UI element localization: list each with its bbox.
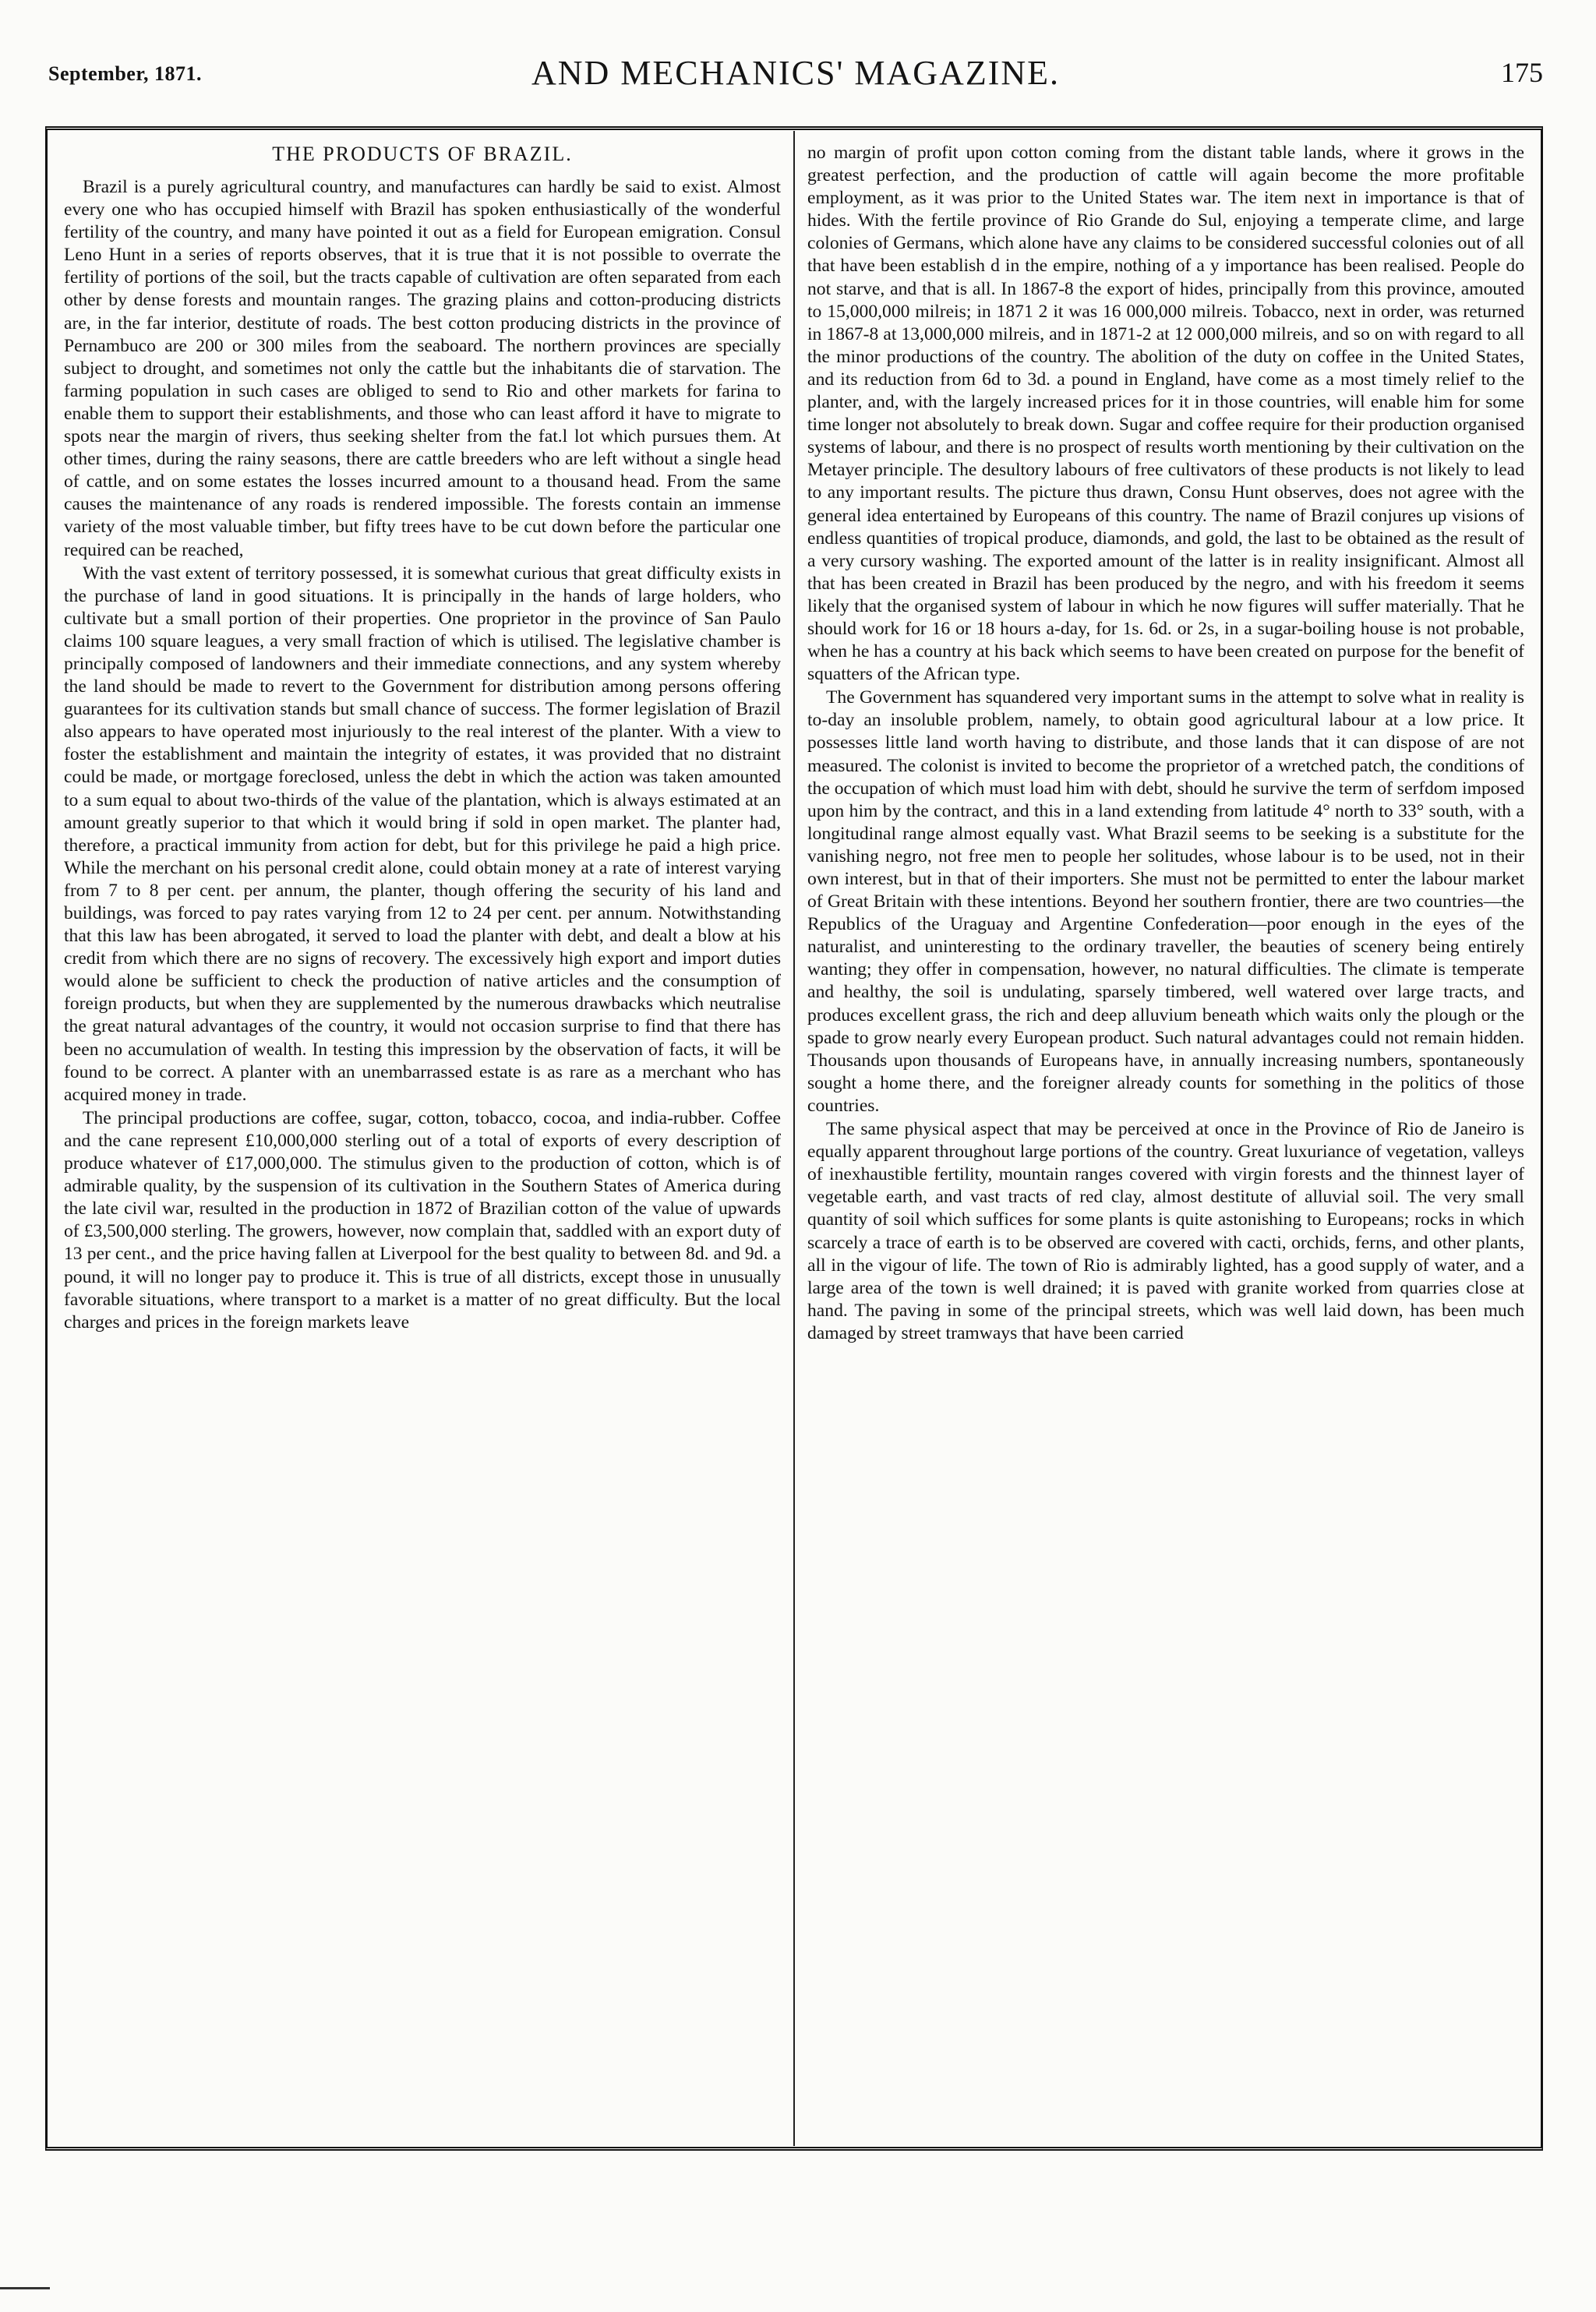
magazine-title: AND MECHANICS' MAGAZINE. [531, 54, 1061, 92]
column-divider [793, 131, 795, 2146]
article-title: THE PRODUCTS OF BRAZIL. [272, 143, 573, 165]
page-number: 175 [1501, 57, 1543, 88]
paragraph: Brazil is a purely agricultural country, and manufactures can hardly be said to exist. Almost every one who has occupied himself with Brazil has spoken enthusiastically of the wonderful fertility of the country, and many have pointed it out as a field for European emigration. Consul Leno Hunt in a series of reports observes, that it is true that it is not possible to overrate the fertility of portions of the soil, but the tracts capable of cultivation are often separated from each other by dense forests and mountain ranges. The grazing plains and cotton-producing districts are, in the far interior, destitute of roads. The best cotton producing districts in the province of Pernambuco are 200 or 300 miles from the seaboard. The northern provinces are specially subject to drought, and sometimes not only the cattle but the inhabitants die of starvation. The farming population in such cases are obliged to send to Rio and other markets for farina to enable them to support their establishments, and those who can least afford it have to migrate to spots near the margin of rivers, thus seeking shelter from the fat.l lot which pursues them. At other times, during the rainy seasons, there are cattle breeders who are left without a single head of cattle, and on some estates the losses incurred amount to a thousand head. From the same causes the maintenance of any roads is rendered impossible. The forests contain an immense variety of the most valuable timber, but fifty trees have to be cut down before the particular one required can be reached, [64, 177, 781, 560]
right-column [807, 142, 1524, 2137]
running-head [48, 48, 1543, 95]
footer-rule [0, 2287, 50, 2289]
paragraph: With the vast extent of territory possessed, it is somewhat curious that great difficulty exists in the purchase of land in good situations. It is principally in the hands of large holders, who cultivate but a small portion of their properties. One proprietor in the province of San Paulo claims 100 square leagues, a very small fraction of which is utilised. The legislative chamber is principally composed of landowners and their immediate connections, and any system whereby the land should be made to revert to the Government for distribution among persons offering guarantees for its cultivation stands but small chance of success. The former legislation of Brazil also appears to have operated most injuriously to the real interest of the planter. With a view to foster the establishment and maintain the integrity of estates, it was provided that no distraint could be made, or mortgage foreclosed, unless the debt in which the action was taken amounted to a sum equal to about two-thirds of the value of the plantation, which is always estimated at an amount greatly superior to that which it would bring if sold in open market. The planter had, therefore, a practical immunity from action for debt, but for this privilege he paid a high price. While the merchant on his personal credit alone, could obtain money at a rate of interest varying from 7 to 8 per cent. per annum, the planter, though offering the security of his land and buildings, was forced to pay rates varying from 12 to 24 per cent. per annum. Notwithstanding that this law has been abrogated, it served to load the planter with debt, and dealt a blow at his credit from which there are no signs of recovery. The excessively high export and import duties would alone be sufficient to check the production of native articles and the consumption of foreign products, but when they are supplemented by the numerous drawbacks which neutralise the great natural advantages of the country, it would not occasion surprise to find that there has been no accumulation of wealth. In testing this impression by the observation of facts, it will be found to be correct. A planter with an unembarrassed estate is as rare as a merchant who has acquired money in trade. [64, 563, 781, 1105]
issue-date: September, 1871. [48, 62, 202, 85]
left-column [64, 142, 781, 2137]
paragraph: The Government has squandered very important sums in the attempt to solve what in reality is to-day an insoluble problem, namely, to obtain good agricultural labour at a low price. It possesses little land worth having to distribute, and those lands that it can dispose of are not measured. The colonist is invited to become the proprietor of a wretched patch, the conditions of the occupation of which must load him with debt, should he survive the term of serfdom imposed upon him by the contract, and this in a land extending from latitude 4° north to 33° south, with a longitudinal range almost equally vast. What Brazil seems to be seeking is a substitute for the vanishing negro, not free men to people her solitudes, whose labour is to be used, not in their own interest, but in that of their importers. She must not be permitted to enter the labour market of Great Britain with these intentions. Beyond her southern frontier, there are two countries—the Republics of the Uraguay and Argentine Confederation—poor enough in the eyes of the naturalist, and uninteresting to the ordinary traveller, the beauties of scenery being entirely wanting; they offer in compensation, however, no natural difficulties. The climate is temperate and healthy, the soil is undulating, sparsely timbered, well watered over large tracts, and produces excellent grass, the rich and deep alluvium beneath which waits only the plough or the spade to grow nearly every European product. Such natural advantages could not remain hidden. Thousands upon thousands of Europeans have, in annually increasing numbers, spontaneously sought a home there, and the foreigner already counts for something in the politics of those countries. [807, 687, 1524, 1116]
paragraph: The principal productions are coffee, sugar, cotton, tobacco, cocoa, and india-rubber. Coffee and the cane represent £10,000,000 sterling out of a total of exports of every description of produce whatever of £17,000,000. The stimulus given to the production of cotton, which is of admirable quality, by the suspension of its cultivation in the Southern States of America during the late civil war, resulted in the production in 1872 of Brazilian cotton of the value of upwards of £3,500,000 sterling. The growers, however, now complain that, saddled with an export duty of 13 per cent., and the price having fallen at Liverpool for the best quality to between 8d. and 9d. a pound, it will no longer pay to produce it. This is true of all districts, except those in unusually favorable situations, where transport to a market is a matter of no great difficulty. But the local charges and prices in the foreign markets leave [64, 1107, 781, 1332]
paragraph-continued: no margin of profit upon cotton coming from the distant table lands, where it grows in the greatest perfection, and the production of cattle will again become the more profitable employment, as it was prior to the United States war. The item next in importance is that of hides. With the fertile province of Rio Grande do Sul, enjoying a temperate clime, and large colonies of Germans, which alone have any claims to be considered successful colonies out of all that have been establish d in the empire, nothing of a y importance has been realised. People do not starve, and that is all. In 1867-8 the export of hides, principally from this province, amouted to 15,000,000 milreis; in 1871 2 it was 16 000,000 milreis. Tobacco, next in order, was returned in 1867-8 at 13,000,000 milreis, and in 1871-2 at 12 000,000 milreis, and so on with regard to all the minor productions of the country. The abolition of the duty on coffee in the United States, and its reduction from 6d to 3d. a pound in England, have come as a most timely relief to the planter, and, with the largely increased prices for it in those countries, will enable him for some time longer not absolutely to break down. Sugar and coffee require for their production organised systems of labour, and there is no prospect of results worth mentioning by their cultivation on the Metayer principle. The desultory labours of free cultivators of these products is not likely to lead to any important results. The picture thus drawn, Consu Hunt observes, does not agree with the general idea entertained by Europeans of this country. The name of Brazil conjures up visions of endless quantities of tropical produce, diamonds, and gold, the last to be obtained as the result of a very cursory washing. The exported amount of the latter is in reality insignificant. Almost all that has been created in Brazil has been produced by the negro, and with his freedom it seems likely that the organised system of labour in which he now figures will suffer materially. That he should work for 16 or 18 hours a-day, for 1s. 6d. or 2s, in a sugar-boiling house is not probable, when he has a country at his back which seems to have been created on purpose for the benefit of squatters of the African type. [807, 143, 1524, 685]
paragraph: The same physical aspect that may be perceived at once in the Province of Rio de Janeiro is equally apparent throughout large portions of the country. Great luxuriance of vegetation, valleys of inexhaustible fertility, mountain ranges covered with virgin forests and the thinnest layer of vegetable earth, and vast tracts of red clay, almost destitute of alluvial soil. The very small quantity of soil which suffices for some plants is quite astonishing to Europeans; rocks in which scarcely a trace of earth is to be observed are covered with cacti, orchids, ferns, and other plants, all in the vigour of life. The town of Rio is admirably lighted, has a good supply of water, and a large area of the town is well drained; it is paved with granite worked from quarries close at hand. The paving in some of the principal streets, which was well laid down, has been much damaged by street tramways that have been carried [807, 1119, 1524, 1343]
